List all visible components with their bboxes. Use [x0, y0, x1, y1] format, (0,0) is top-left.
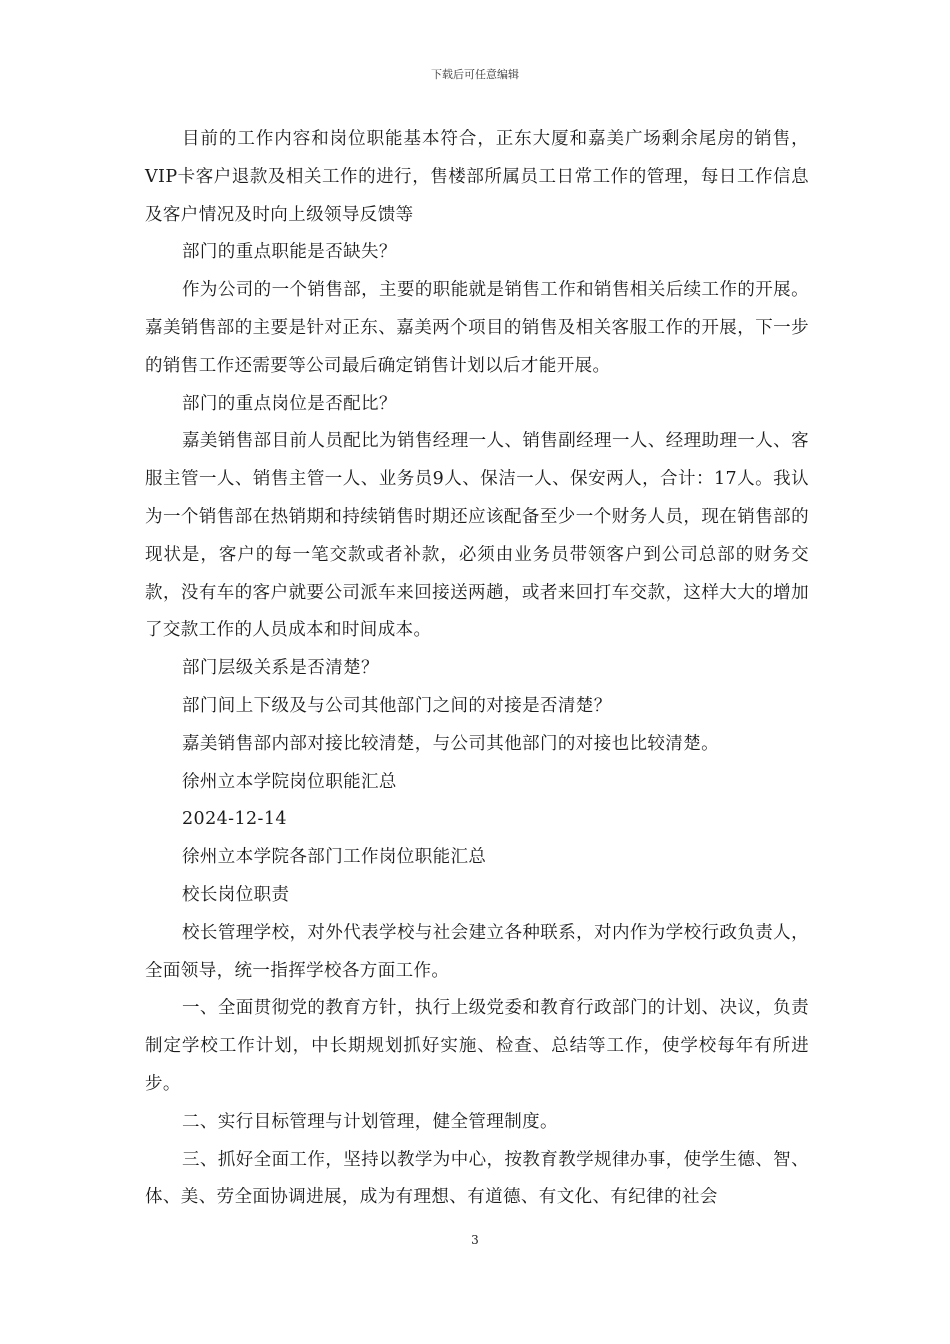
paragraph: 部门的重点岗位是否配比？	[182, 393, 397, 414]
paragraph: 部门的重点职能是否缺失？	[182, 242, 397, 263]
paragraph: 校长管理学校，对外代表学校与社会建立各种联系，对内作为学校行政负责人，全面领导，统一指挥学校各方面工作。	[145, 922, 809, 981]
document-body	[145, 121, 809, 1217]
paragraph: 嘉美销售部目前人员配比为销售经理一人、销售副经理一人、经理助理一人、客服主管一人、销售主管一人、业务员9人、保洁一人、保安两人，合计：17人。我认为一个销售部在热销期和持续销售时期还应该配备至少一个财务人员，现在销售部的现状是，客户的每一笔交款或者补款，必须由业务员带领客户到公司总部的财务交款，没有车的客户就要公司派车来回接送两趟，或者来回打车交款，这样大大的增加了交款工作的人员成本和时间成本。	[145, 431, 809, 641]
section-subtitle: 徐州立本学院各部门工作岗位职能汇总	[182, 847, 487, 868]
paragraph: 部门间上下级及与公司其他部门之间的对接是否清楚？	[182, 695, 612, 716]
paragraph: 二、实行目标管理与计划管理，健全管理制度。	[182, 1111, 558, 1132]
section-heading: 校长岗位职责	[182, 884, 290, 905]
document-date: 2024-12-14	[182, 809, 287, 830]
paragraph: 目前的工作内容和岗位职能基本符合，正东大厦和嘉美广场剩余尾房的销售，VIP卡客户退款及相关工作的进行，售楼部所属员工日常工作的管理，每日工作信息及客户情况及时向上级领导反馈等	[145, 129, 809, 225]
page-number: 3	[471, 1233, 479, 1247]
paragraph: 三、抓好全面工作，坚持以教学为中心，按教育教学规律办事，使学生德、智、体、美、劳全面协调进展，成为有理想、有道德、有文化、有纪律的社会	[145, 1149, 809, 1208]
page-header: 下载后可任意编辑	[431, 68, 519, 81]
paragraph: 一、全面贯彻党的教育方针，执行上级党委和教育行政部门的计划、决议，负责制定学校工作计划，中长期规划抓好实施、检查、总结等工作，使学校每年有所进步。	[145, 998, 809, 1094]
paragraph: 嘉美销售部内部对接比较清楚，与公司其他部门的对接也比较清楚。	[182, 733, 719, 754]
section-title: 徐州立本学院岗位职能汇总	[182, 771, 397, 792]
paragraph: 部门层级关系是否清楚？	[182, 658, 379, 679]
paragraph: 作为公司的一个销售部，主要的职能就是销售工作和销售相关后续工作的开展。嘉美销售部的主要是针对正东、嘉美两个项目的销售及相关客服工作的开展，下一步的销售工作还需要等公司最后确定销售计划以后才能开展。	[145, 280, 809, 376]
